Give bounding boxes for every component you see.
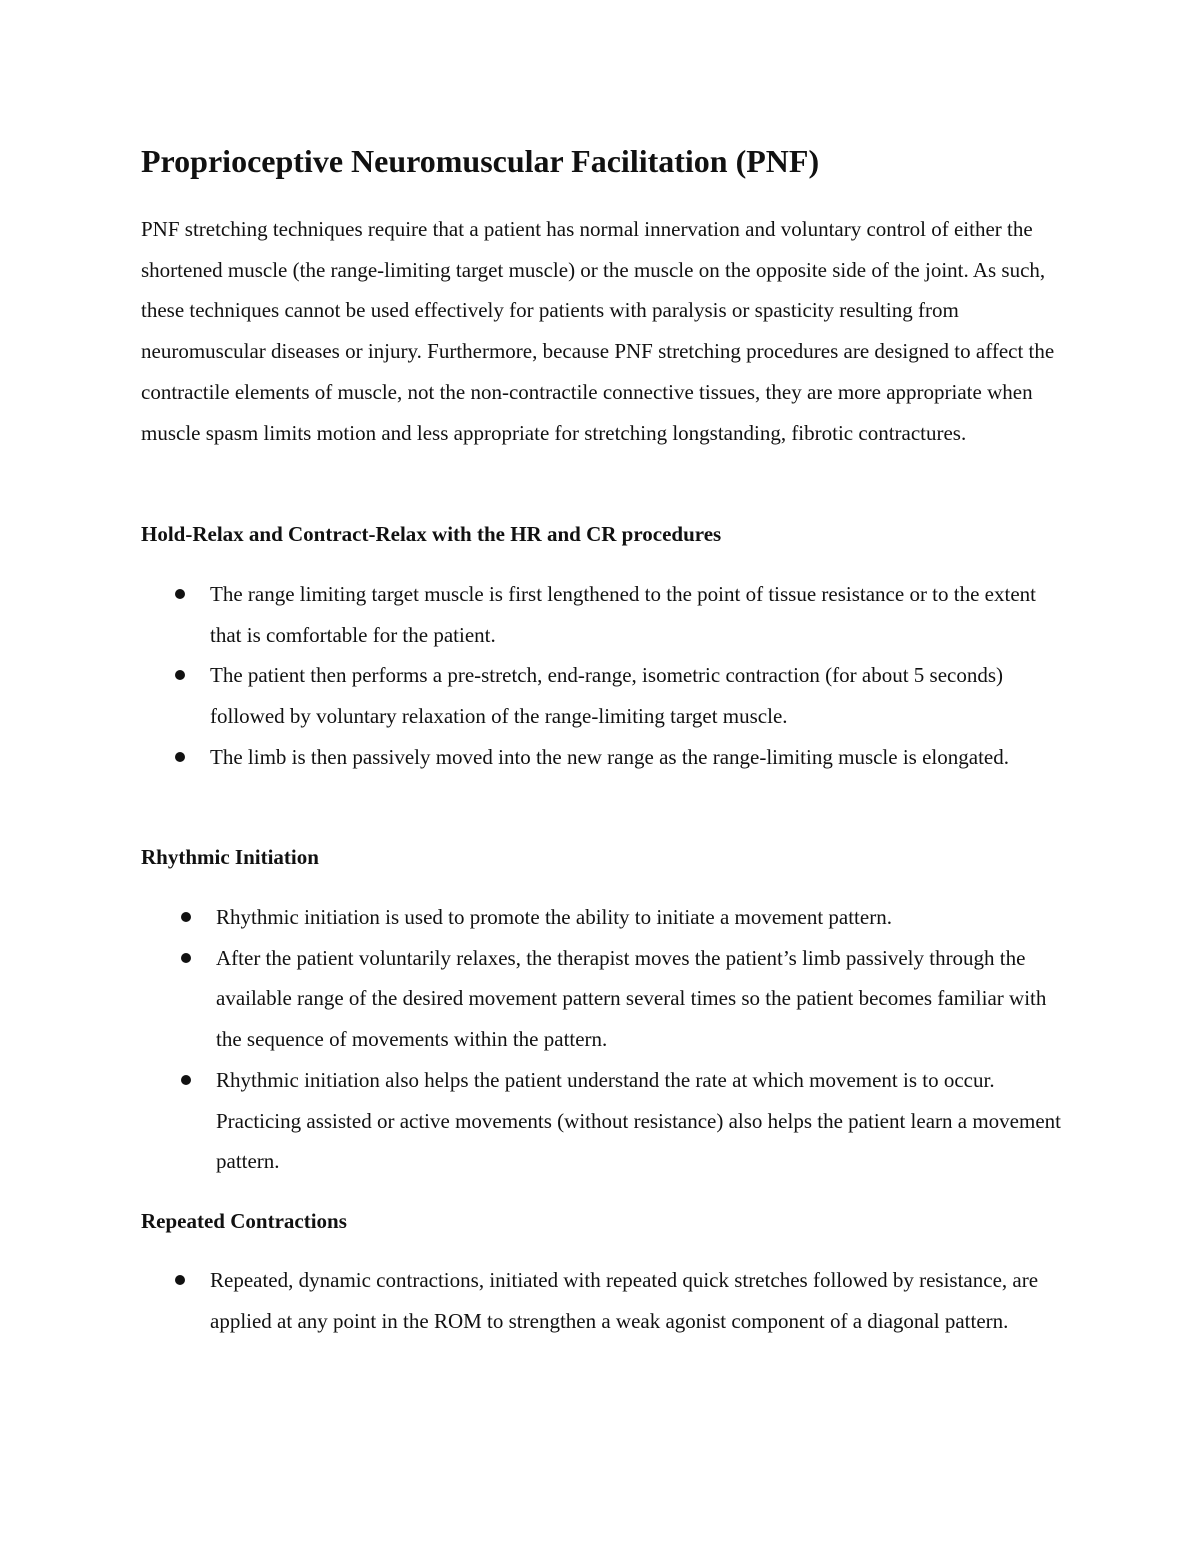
- list-item-text: The range limiting target muscle is first lengthened to the point of tissue resistance or to the extent that is comfortable for the patient.: [210, 582, 1036, 647]
- list-item: [210, 574, 1060, 655]
- page-title: Proprioceptive Neuromuscular Facilitation (PNF): [141, 143, 820, 179]
- section-heading-hold-relax: Hold-Relax and Contract-Relax with the HR and CR procedures: [141, 522, 722, 546]
- list-item-text: The limb is then passively moved into the new range as the range-limiting muscle is elongated.: [210, 744, 1009, 769]
- list-item-text: Rhythmic initiation also helps the patient understand the rate at which movement is to occur. Practicing assisted or active movements (without resistance) also helps the patient learn a movement pattern.: [216, 1067, 1061, 1174]
- repeated-contractions-bullet-list: [210, 1260, 1060, 1341]
- list-item-text: The patient then performs a pre-stretch, end-range, isometric contraction (for about 5 seconds) followed by voluntary relaxation of the range-limiting target muscle.: [210, 663, 1004, 729]
- section-heading-repeated-contractions: Repeated Contractions: [141, 1209, 347, 1233]
- list-item: [216, 897, 1066, 938]
- bullet-icon: [181, 1075, 191, 1085]
- hold-relax-bullet-list: [210, 574, 1060, 778]
- bullet-icon: [175, 752, 185, 762]
- list-item-text: Rhythmic initiation is used to promote the ability to initiate a movement pattern.: [216, 905, 892, 929]
- intro-paragraph: PNF stretching techniques require that a patient has normal innervation and voluntary control of either the shortened muscle (the range-limiting target muscle) or the muscle on the opposite side of the joint. As such, these techniques cannot be used effectively for patients with paralysis or spasticity resulting from neuromuscular diseases or injury. Furthermore, because PNF stretching procedures are designed to affect the contractile elements of muscle, not the non-contractile connective tissues, they are more appropriate when muscle spasm limits motion and less appropriate for stretching longstanding, fibrotic contractures.: [141, 217, 1055, 445]
- bullet-icon: [175, 670, 185, 680]
- list-item: [210, 1260, 1060, 1341]
- list-item-text: After the patient voluntarily relaxes, the therapist moves the patient’s limb passively through the available range of the desired movement pattern several times so the patient becomes familiar with the sequence of movements within the pattern.: [216, 945, 1047, 1052]
- bullet-icon: [175, 1275, 185, 1285]
- list-item: [210, 655, 1060, 736]
- bullet-icon: [175, 589, 185, 599]
- list-item: [216, 1060, 1066, 1182]
- bullet-icon: [181, 912, 191, 922]
- section-heading-rhythmic-initiation: Rhythmic Initiation: [141, 845, 319, 869]
- bullet-icon: [181, 953, 191, 963]
- list-item: [216, 938, 1066, 1060]
- rhythmic-initiation-bullet-list: [216, 897, 1066, 1182]
- list-item: [210, 737, 1060, 778]
- list-item-text: Repeated, dynamic contractions, initiated with repeated quick stretches followed by resistance, are applied at any point in the ROM to strengthen a weak agonist component of a diagonal pattern.: [210, 1268, 1039, 1333]
